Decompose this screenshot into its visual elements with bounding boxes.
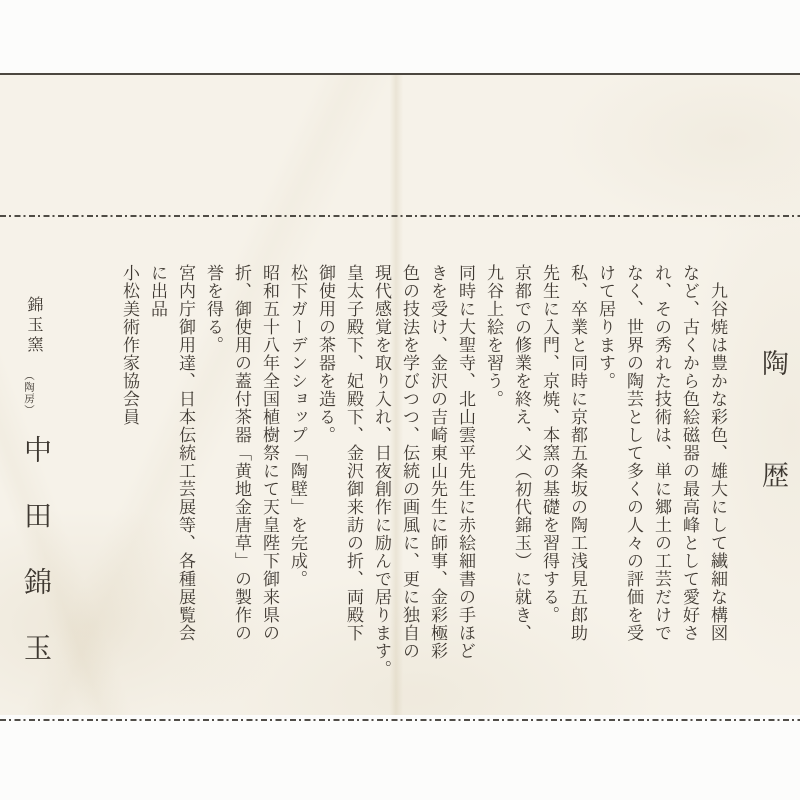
- text-column: に出品: [148, 264, 167, 318]
- top-dashdot-border: [0, 215, 800, 217]
- text-column: けて居ります。: [596, 264, 615, 390]
- text-column: 同時に大聖寺、北山雲平先生に赤絵細書の手ほど: [456, 264, 475, 660]
- text-column: 御使用の茶器を造る。: [316, 264, 335, 444]
- text-column: 宮内庁御用達、日本伝統工芸展等、各種展覧会: [176, 264, 195, 642]
- text-column: 九谷上絵を習う。: [484, 264, 503, 408]
- text-column: 私、卒業と同時に京都五条坂の陶工浅見五郎助: [568, 264, 587, 642]
- text-column: 先生に入門、京焼、本窯の基礎を習得する。: [540, 264, 559, 624]
- text-column: 昭和五十八年全国植樹祭にて天皇陛下御来県の: [260, 264, 279, 642]
- text-column: 誉を得る。: [204, 264, 223, 354]
- text-column: きを受け、金沢の吉崎東山先生に師事、金彩極彩: [428, 264, 447, 660]
- text-column: 京都での修業を終え、父（初代錦玉）に就き、: [512, 264, 531, 642]
- signature-studio-label: （陶房）: [23, 370, 34, 416]
- text-column: なく、世界の陶芸として多くの人々の評価を受: [624, 264, 643, 642]
- text-column: 現代感覚を取り入れ、日夜創作に励んで居ります。: [372, 264, 391, 678]
- text-column: 折、御使用の蓋付茶器「黄地金唐草」の製作の: [232, 264, 251, 642]
- text-column: 九谷焼は豊かな彩色、雄大にして繊細な構図: [708, 282, 727, 642]
- paper-sheet: [0, 73, 800, 715]
- text-column: れ、その秀れた技術は、単に郷土の工芸だけで: [652, 264, 671, 642]
- document-title: 陶歴: [758, 349, 788, 573]
- biography-text-block: [115, 264, 731, 724]
- text-column: 松下ガーデンショップ「陶壁」を完成。: [288, 264, 307, 588]
- text-column: 色の技法を学びつつ、伝統の画風に、更に独自の: [400, 264, 419, 660]
- text-column: 小松美術作家協会員: [120, 264, 139, 426]
- text-column: など、古くから色絵磁器の最高峰として愛好さ: [680, 264, 699, 642]
- signature-kiln-name: 錦玉窯: [25, 296, 42, 356]
- signature-artist-name: 中田錦玉: [20, 435, 51, 699]
- text-column: 皇太子殿下、妃殿下、金沢御来訪の折、両殿下: [344, 264, 363, 642]
